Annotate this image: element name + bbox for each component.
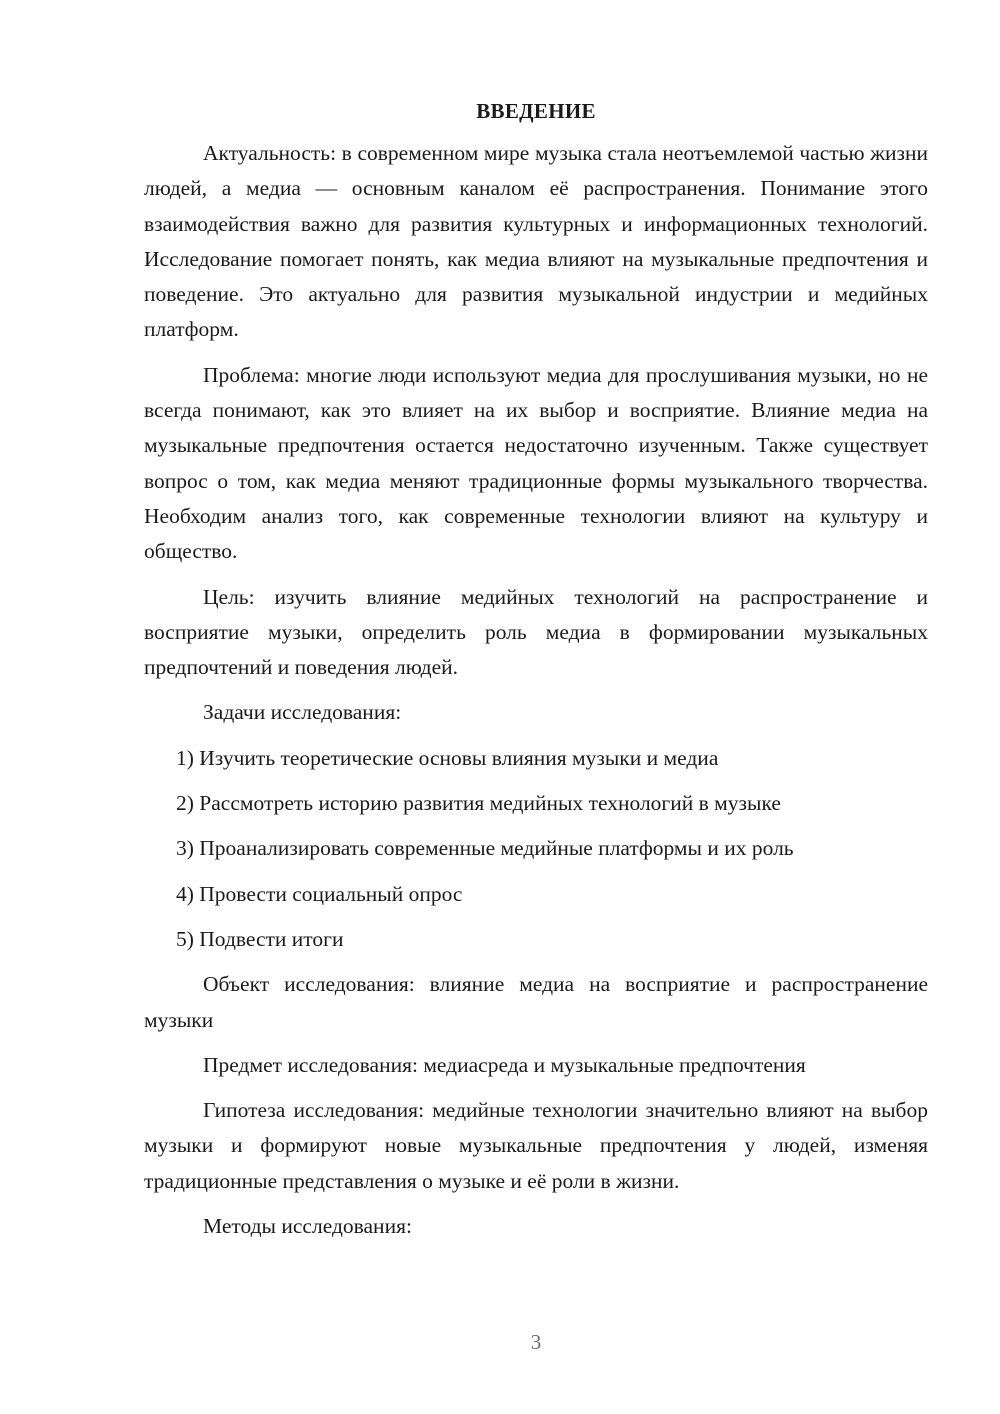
methods-label: Методы исследования: — [203, 1214, 412, 1239]
task-item: 1) Изучить теоретические основы влияния музыки и медиа — [176, 745, 719, 770]
task-item: 4) Провести социальный опрос — [176, 881, 463, 906]
object-paragraph: Объект исследования: влияние медиа на восприятие и распространение музыки — [144, 972, 928, 1032]
relevance-paragraph: Актуальность: в современном мире музыка стала неотъемлемой частью жизни людей, а медиа — основным каналом её распространения. Понимание этого взаимодействия важно для развития культурных и информационных технологий. Исследование помогает понять, как медиа влияют на музыкальные предпочтения и поведение. Это актуально для развития музыкальной индустрии и медийных платформ. — [144, 141, 928, 342]
goal-paragraph: Цель: изучить влияние медийных технологий на распространение и восприятие музыки, определить роль медиа в формировании музыкальных предпочтений и поведения людей. — [144, 584, 928, 680]
problem-paragraph: Проблема: многие люди используют медиа для прослушивания музыки, но не всегда понимают, как это влияет на их выбор и восприятие. Влияние медиа на музыкальные предпочтения остается недостаточно изученным. Также существует вопрос о том, как медиа меняют традиционные формы музыкального творчества. Необходим анализ того, как современные технологии влияют на культуру и общество. — [144, 362, 928, 564]
subject-paragraph: Предмет исследования: медиасреда и музыкальные предпочтения — [203, 1052, 806, 1077]
tasks-list — [144, 741, 928, 957]
task-item: 5) Подвести итоги — [176, 926, 344, 951]
tasks-label: Задачи исследования: — [203, 700, 402, 725]
hypothesis-paragraph: Гипотеза исследования: медийные технологии значительно влияют на выбор музыки и формируют новые музыкальные предпочтения у людей, изменяя традиционные представления о музыке и её роли в жизни. — [144, 1098, 928, 1193]
task-item: 3) Проанализировать современные медийные платформы и их роль — [176, 836, 794, 861]
task-item: 2) Рассмотреть историю развития медийных технологий в музыке — [176, 791, 781, 816]
page-number: 3 — [530, 1330, 542, 1354]
section-heading: ВВЕДЕНИЕ — [476, 99, 596, 123]
page-content — [144, 94, 928, 1254]
